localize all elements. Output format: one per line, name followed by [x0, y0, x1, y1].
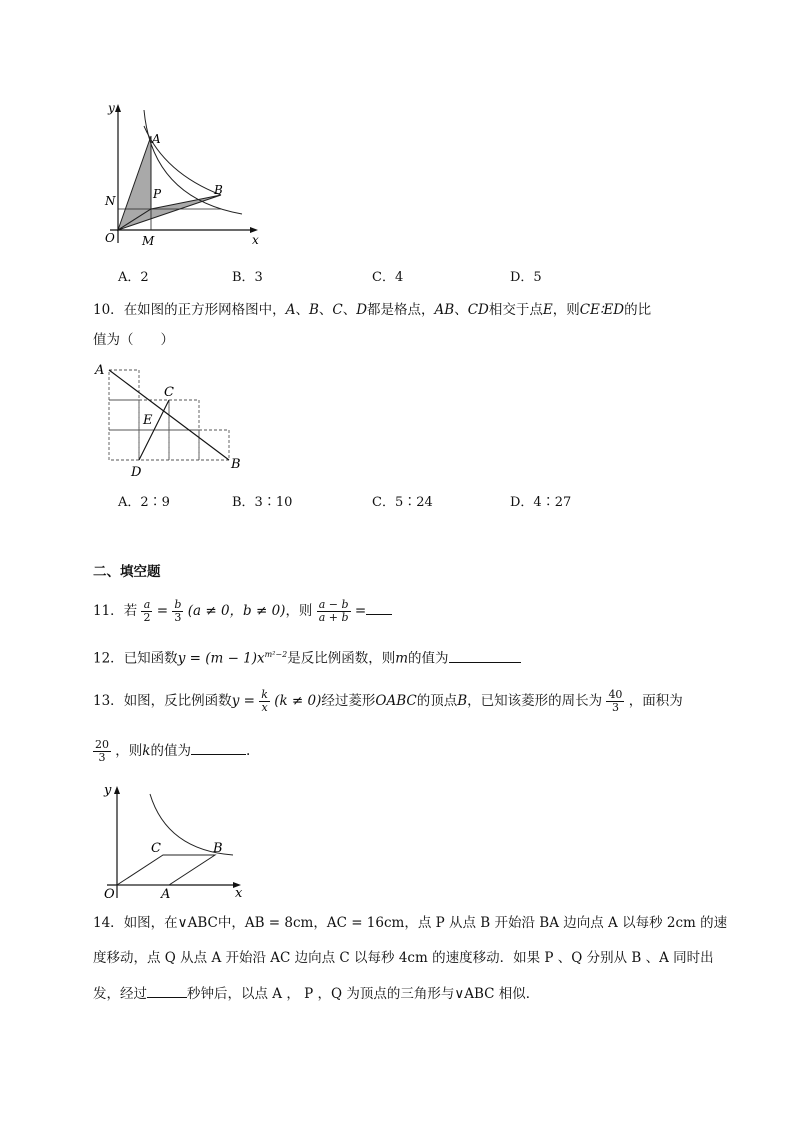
q9-figure [100, 98, 270, 248]
q10-label-e: E [143, 413, 153, 428]
q9-label-x: x [252, 233, 259, 247]
q9-label-n: N [105, 194, 116, 208]
q14-stem-line3: 发，经过 秒钟后，以点 A ， P ，Q 为顶点的三角形与∨ABC 相似． [93, 983, 539, 1004]
q10-label-d: D [131, 465, 142, 480]
q10-stem-line1: 10．在如图的正方形网格图中，A、B、C、D都是格点，AB、CD相交于点E，则CE∶ED的比 [93, 302, 652, 318]
q9-label-m: M [142, 234, 155, 248]
q13-figure [95, 780, 255, 902]
q13-answer-blank [191, 740, 246, 755]
q9-label-o: O [105, 231, 115, 245]
q12-answer-blank [449, 648, 521, 663]
q9-option-d: D．5 [510, 270, 542, 285]
q9-option-a: A．2 [118, 270, 149, 285]
q9-option-c: C．4 [372, 270, 404, 285]
q10-option-c: C．5∶24 [372, 495, 433, 510]
q10-label-c: C [164, 385, 174, 400]
q9-label-p: P [153, 187, 162, 201]
q9-label-b: B [214, 183, 223, 197]
q13-label-b: B [213, 841, 223, 856]
q13-label-o: O [104, 887, 115, 902]
q13-label-c: C [151, 841, 161, 856]
q10-stem-line2: 值为（ ） [93, 332, 174, 348]
q9-label-y: y [108, 101, 115, 115]
q13-label-y: y [104, 783, 112, 798]
q9-option-b: B．3 [232, 270, 263, 285]
q10-label-b: B [231, 457, 241, 472]
q13-label-a: A [161, 887, 171, 902]
q10-figure [92, 362, 252, 480]
q11-answer-blank [366, 600, 392, 615]
q13-stem-line2: $\frac{20}{3}$ ，则k的值为 . [95, 738, 251, 764]
q10-option-d: D．4∶27 [510, 495, 572, 510]
rhombus-oabc [117, 855, 215, 885]
q14-stem-line2: 度移动，点 Q 从点 A 开始沿 AC 边向点 C 以每秒 4cm 的速度移动．如果 P 、Q 分别从 B 、A 同时出 [93, 950, 714, 966]
q10-option-a: A．2∶9 [118, 495, 170, 510]
q11-stem: 11．若 $\frac{a}{2}$ = $\frac{b}{3}$ (a ≠ 0，b ≠ 0)，则 $\frac{a - b}{a + b}$ = [93, 596, 392, 626]
section-heading-fill-in: 二、填空题 [93, 564, 161, 580]
q9-label-a: A [152, 132, 161, 146]
q13-stem-line1: 13．如图，反比例函数y = $\frac{k}{x}$ (k ≠ 0)经过菱形OABC的顶点B，已知该菱形的周长为 $\frac{40}{3}$ ，面积为 [93, 688, 683, 714]
q12-stem: 12．已知函数$y = (m - 1)x^{m^2-2}$是反比例函数，则m的值为 [93, 645, 521, 669]
q14-answer-blank [147, 983, 187, 998]
q14-stem-line1: 14．如图，在∨ABC中，AB = 8cm，AC = 16cm，点 P 从点 B 开始沿 BA 边向点 A 以每秒 2cm 的速 [93, 915, 728, 931]
q13-label-x: x [235, 886, 243, 901]
q10-option-b: B．3∶10 [232, 495, 293, 510]
q10-label-a: A [95, 363, 105, 378]
